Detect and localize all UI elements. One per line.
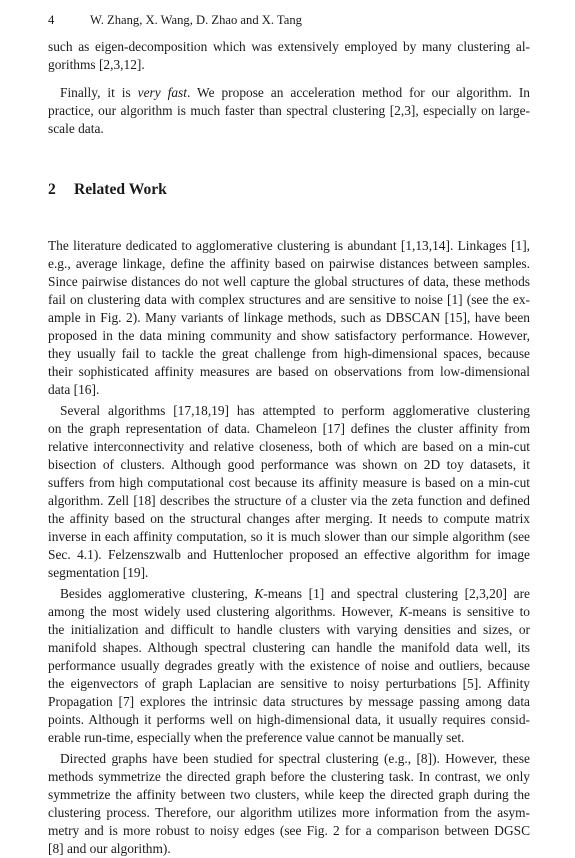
text-line: symmetrize the affinity between two clusters, while keep the directed graph during the	[48, 787, 530, 802]
related-work-paragraph-4	[48, 750, 530, 858]
text-line: they usually fail to tackle the great challenge from high-dimensional spaces, because	[48, 346, 530, 361]
text-line: data [16].	[48, 382, 100, 397]
text-line: Finally, it is very fast. We propose an acceleration method for our algorithm. In	[60, 85, 530, 100]
text-line: bisection of clusters. Although good performance was shown on 2D toy datasets, it	[48, 457, 530, 472]
text-line: on the graph representation of data. Chameleon [17] defines the cluster affinity from	[48, 421, 530, 436]
text-line: Several algorithms [17,18,19] has attempted to perform agglomerative clustering	[60, 403, 530, 418]
related-work-paragraph-1	[48, 237, 530, 399]
section-heading	[48, 180, 167, 200]
related-work-paragraph-2	[48, 402, 530, 582]
text-line: Since pairwise distances do not well capture the global structures of data, these methods	[48, 274, 530, 289]
text-line: performance usually degrades greatly with the existence of noise and outliers, because	[48, 658, 530, 673]
text-line: The literature dedicated to agglomerative clustering is abundant [1,13,14]. Linkages [1],	[48, 238, 530, 253]
text-line: the affinity based on the structural changes after merging. It needs to compute matrix	[48, 511, 530, 526]
text-line: [8] and our algorithm).	[48, 841, 171, 856]
text-line: Sec. 4.1). Felzenszwalb and Huttenlocher proposed an effective algorithm for image	[48, 547, 530, 562]
running-head	[48, 12, 530, 28]
text-line: scale data.	[48, 121, 104, 136]
text-line: methods symmetrize the directed graph before the clustering task. In contrast, we only	[48, 769, 530, 784]
text-line: their sophisticated affinity measures are based on observations from low-dimensional	[48, 364, 530, 379]
text-line: inverse in each affinity computation, so it is much slower than our simple algorithm (see	[48, 529, 530, 544]
text-line: metry and is more robust to noisy edges (see Fig. 2 for a comparison between DGSC	[48, 823, 530, 838]
section-number: 2	[48, 181, 56, 198]
text-line: segmentation [19].	[48, 565, 149, 580]
text-line: proposed in the data mining community and show satisfactory performance. However,	[48, 328, 530, 343]
text-line: the eigenvectors of graph Laplacian are sensitive to noisy perturbations [5]. Affinity	[48, 676, 530, 691]
text-line: e.g., average linkage, define the affinity based on pairwise distances between samples.	[48, 256, 530, 271]
text-line: gorithms [2,3,12].	[48, 57, 145, 72]
text-line: relative interconnectivity and relative closeness, both of which are based on a min-cut	[48, 439, 530, 454]
text-line: suffers from high computational cost because its affinity measure is based on a min-cut	[48, 475, 530, 490]
running-head-authors: W. Zhang, X. Wang, D. Zhao and X. Tang	[90, 13, 302, 27]
text-line: ample in Fig. 2). Many variants of linkage methods, such as DBSCAN [15], have been	[48, 310, 530, 325]
text-line: fail on clustering data with complex structures and are sensitive to noise [1] (see the ex-	[48, 292, 530, 307]
text-line: erable run-time, especially when the preference value cannot be manually set.	[48, 730, 465, 745]
page-number: 4	[48, 13, 55, 27]
text-line: Besides agglomerative clustering, K-means [1] and spectral clustering [2,3,20] are	[60, 586, 530, 601]
related-work-paragraph-3	[48, 585, 530, 747]
text-line: algorithm. Zell [18] describes the structure of a cluster via the zeta function and defined	[48, 493, 530, 508]
text-line: the initialization and difficult to handle clusters with varying densities and sizes, or	[48, 622, 530, 637]
text-line: Propagation [7] explores the intrinsic data structures by message passing among data	[48, 694, 530, 709]
text-line: such as eigen-decomposition which was extensively employed by many clustering al-	[48, 39, 530, 54]
speed-paragraph	[48, 84, 530, 138]
text-line: manifold shapes. Although spectral clustering can handle the manifold data well, its	[48, 640, 530, 655]
section-title: Related Work	[74, 181, 167, 198]
text-line: Directed graphs have been studied for spectral clustering (e.g., [8]). However, these	[60, 751, 530, 766]
text-line: among the most widely used clustering algorithms. However, K-means is sensitive to	[48, 604, 531, 619]
text-line: clustering process. Therefore, our algorithm utilizes more information from the asym-	[48, 805, 530, 820]
intro-tail-paragraph	[48, 38, 530, 74]
text-line: points. Although it performs well on high-dimensional data, it usually requires consid-	[48, 712, 530, 727]
text-line: practice, our algorithm is much faster than spectral clustering [2,3], especially on large-	[48, 103, 530, 118]
